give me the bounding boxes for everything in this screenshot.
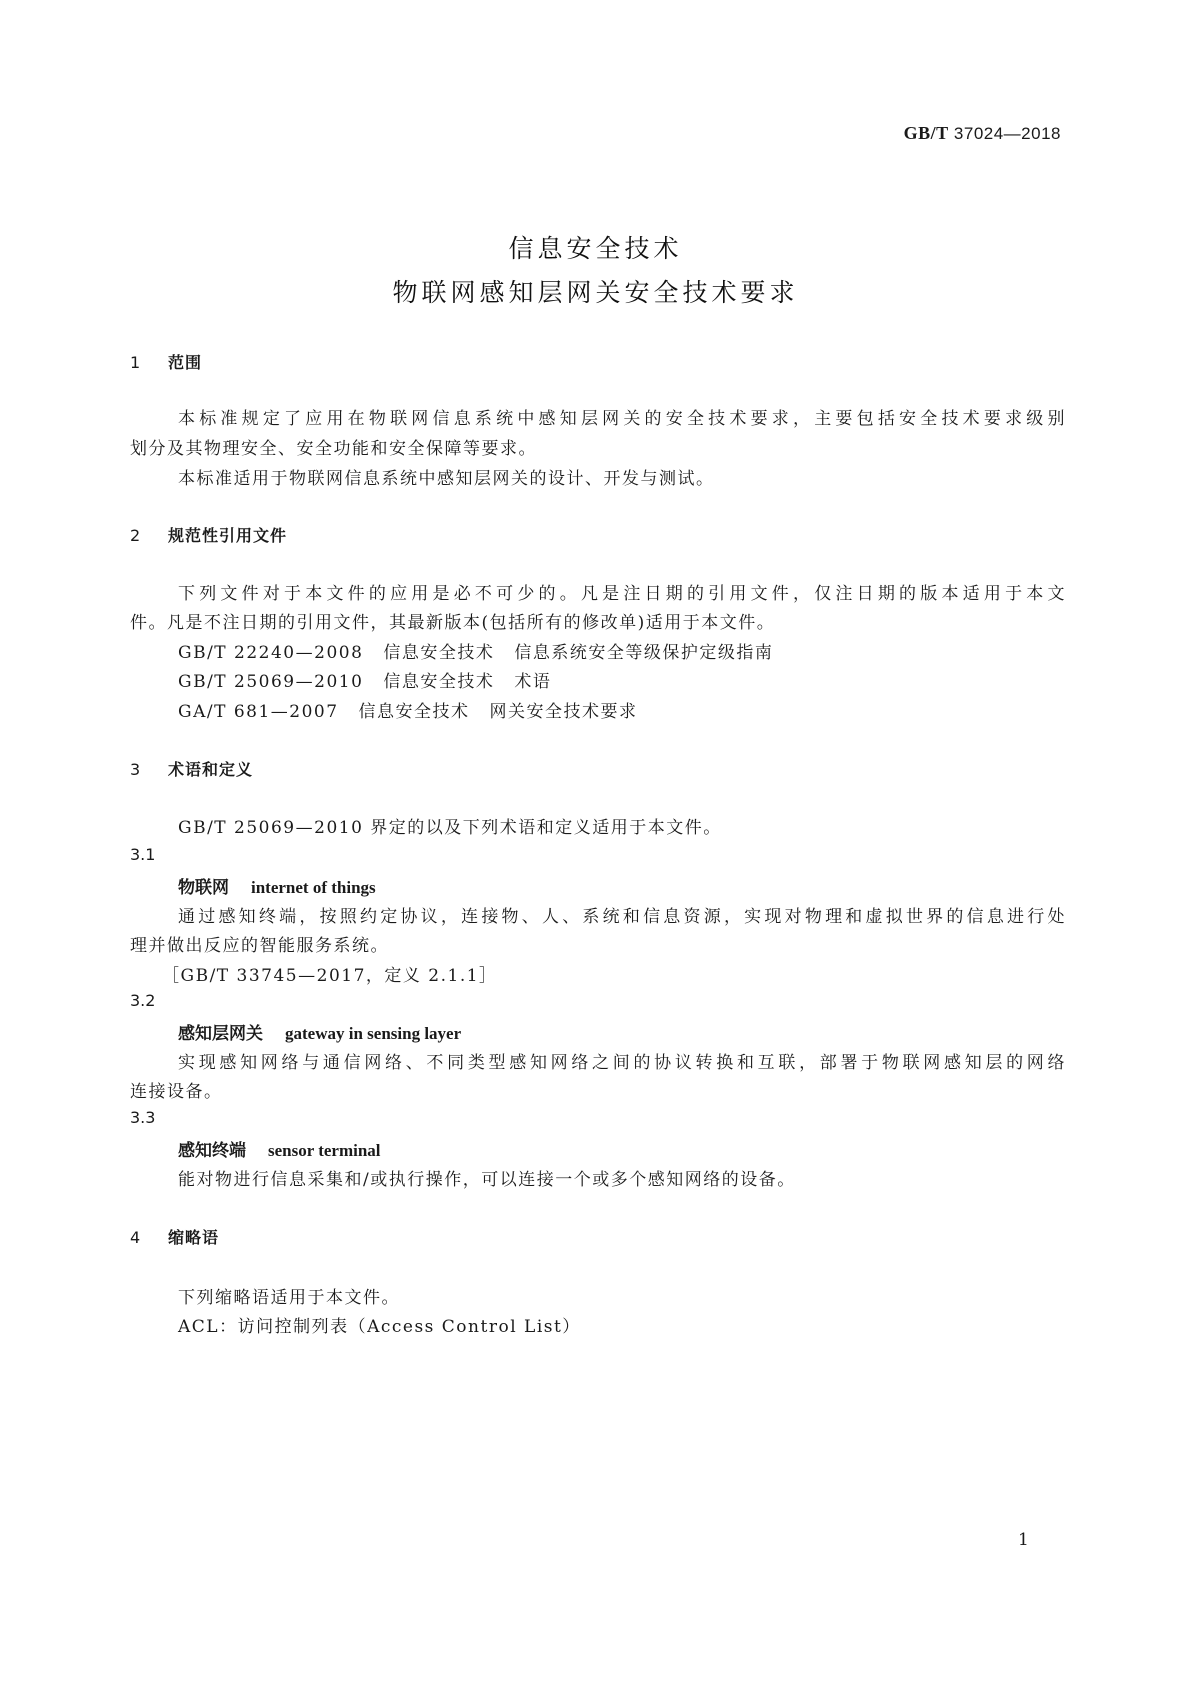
page-number: 1 (1018, 1530, 1029, 1550)
reference-title: 网关安全技术要求 (489, 702, 638, 722)
reference-code: GA/T 681—2007 (178, 702, 339, 722)
reference-series: 信息安全技术 (358, 702, 470, 722)
section-title: 术语和定义 (168, 760, 254, 779)
reference-item (178, 697, 1066, 722)
term-en: gateway in sensing layer (285, 1024, 462, 1043)
document-title-line2: 物联网感知层网关安全技术要求 (392, 278, 799, 307)
paragraph-line: GB/T 25069—2010 界定的以及下列术语和定义适用于本文件。 (178, 818, 722, 838)
paragraph-line: 本标准适用于物联网信息系统中感知层网关的设计、开发与测试。 (178, 469, 715, 489)
reference-code: GB/T 25069—2010 (178, 672, 364, 692)
term-zh: 感知层网关 (178, 1024, 263, 1044)
section-number: 2 (130, 526, 142, 545)
clause-number: 3.1 (130, 845, 156, 864)
reference-series: 信息安全技术 (383, 643, 495, 663)
section-heading-abbreviations (130, 1225, 219, 1248)
section-title: 范围 (168, 353, 203, 372)
paragraph-line: 划分及其物理安全、安全功能和安全保障等要求。 (130, 439, 537, 459)
term-en: sensor terminal (268, 1141, 381, 1160)
section-heading-terms-definitions (130, 757, 253, 780)
term-entry (178, 873, 376, 898)
paragraph-line: 下列文件对于本文件的应用是必不可少的。凡是注日期的引用文件，仅注日期的版本适用于本文 (178, 584, 1066, 604)
definition-line: 理并做出反应的智能服务系统。 (130, 936, 389, 956)
section-heading-scope (130, 350, 202, 373)
term-zh: 感知终端 (178, 1141, 246, 1161)
term-en: internet of things (251, 878, 376, 897)
reference-item (178, 667, 1066, 692)
paragraph-line: 件。凡是不注日期的引用文件，其最新版本(包括所有的修改单)适用于本文件。 (130, 613, 776, 633)
definition-line: 连接设备。 (130, 1082, 223, 1102)
clause-number: 3.3 (130, 1108, 156, 1127)
reference-title: 术语 (514, 672, 552, 692)
definition-line: 通过感知终端，按照约定协议，连接物、人、系统和信息资源，实现对物理和虚拟世界的信息进行处 (178, 907, 1066, 927)
definition-line: 能对物进行信息采集和/或执行操作，可以连接一个或多个感知网络的设备。 (178, 1170, 796, 1190)
standard-prefix: GB/T (903, 123, 949, 143)
section-number: 3 (130, 760, 142, 779)
reference-title: 信息系统安全等级保护定级指南 (514, 643, 774, 663)
section-title: 规范性引用文件 (168, 526, 288, 545)
reference-series: 信息安全技术 (383, 672, 495, 692)
reference-item (178, 638, 1066, 663)
section-number: 4 (130, 1228, 142, 1247)
abbreviation-item: ACL：访问控制列表（Access Control List） (178, 1317, 581, 1337)
reference-code: GB/T 22240—2008 (178, 643, 364, 663)
term-entry (178, 1136, 381, 1161)
term-zh: 物联网 (178, 878, 229, 898)
section-title: 缩略语 (168, 1228, 220, 1247)
standard-code (904, 123, 1061, 144)
clause-number: 3.2 (130, 991, 156, 1010)
definition-source: ［GB/T 33745—2017，定义 2.1.1］ (162, 966, 498, 986)
standard-number: 37024—2018 (953, 124, 1061, 143)
term-entry (178, 1019, 461, 1044)
section-heading-normative-references (130, 523, 287, 546)
document-title-line1: 信息安全技术 (508, 234, 683, 263)
paragraph-line: 本标准规定了应用在物联网信息系统中感知层网关的安全技术要求，主要包括安全技术要求级别 (178, 409, 1066, 429)
paragraph-line: 下列缩略语适用于本文件。 (178, 1288, 400, 1308)
definition-line: 实现感知网络与通信网络、不同类型感知网络之间的协议转换和互联，部署于物联网感知层的网络 (178, 1053, 1066, 1073)
section-number: 1 (130, 353, 142, 372)
